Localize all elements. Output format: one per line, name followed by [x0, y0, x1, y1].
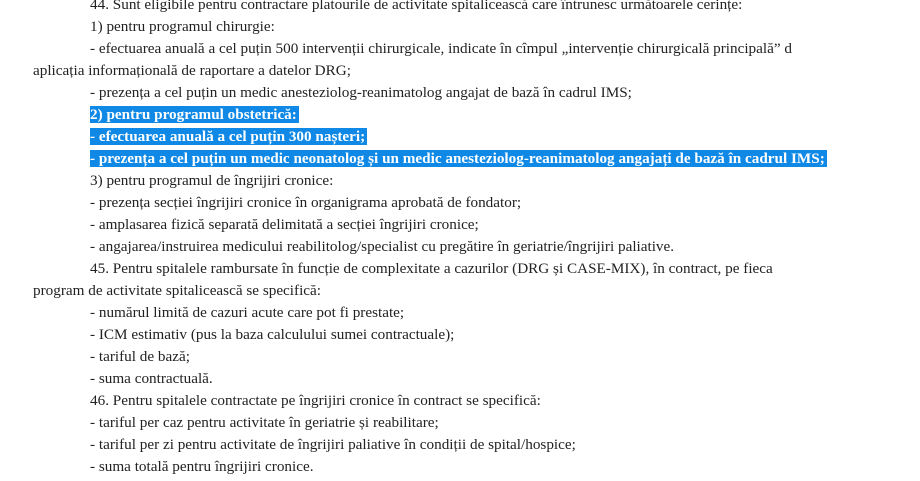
text-line: aplicația informațională de raportare a datelor DRG;: [33, 62, 351, 79]
text-line: program de activitate spitalicească se specifică:: [33, 282, 321, 299]
selected-program-obstetrica[interactable]: [0, 104, 920, 126]
text-line: - tariful per caz pentru activitate în geriatrie și reabilitare;: [90, 414, 439, 431]
list-item-program-chirurgie: [0, 16, 920, 38]
paragraph-44-heading: [0, 0, 920, 16]
text-line: - efectuarea anuală a cel puțin 500 intervenții chirurgicale, indicate în cîmpul „intervenție chirurgicală principală” d: [90, 40, 792, 57]
text-selection[interactable]: - prezența a cel puțin un medic neonatolog și un medic anesteziolog-reanimatolog angajați de bază în cadrul IMS;: [90, 150, 825, 167]
list-item-icm: [0, 324, 920, 346]
list-item-anesteziolog: [0, 82, 920, 104]
list-item-amplasare: [0, 214, 920, 236]
selected-neonatolog[interactable]: [0, 148, 920, 170]
paragraph-45-continuation: [0, 280, 920, 302]
text-line: - tariful de bază;: [90, 348, 190, 365]
text-line: - suma contractuală.: [90, 370, 213, 387]
text-line: 1) pentru programul chirurgie:: [90, 18, 275, 35]
list-item-cazuri: [0, 302, 920, 324]
list-item-ingrijiri-cronice: [0, 170, 920, 192]
text-line: - numărul limită de cazuri acute care pot fi prestate;: [90, 304, 405, 321]
list-item-angajare: [0, 236, 920, 258]
text-line: - suma totală pentru îngrijiri cronice.: [90, 458, 314, 475]
list-item-tarif-baza: [0, 346, 920, 368]
text-line: - amplasarea fizică separată delimitată a secției îngrijiri cronice;: [90, 216, 479, 233]
text-line: 46. Pentru spitalele contractate pe îngrijiri cronice în contract se specifică:: [90, 392, 541, 409]
list-item-interventii: [0, 38, 920, 60]
text-line: - tariful per zi pentru activitate de îngrijiri paliative în condiții de spital/hospice;: [90, 436, 576, 453]
list-item-suma-totala: [0, 456, 920, 478]
list-item-tarif-caz: [0, 412, 920, 434]
text-selection[interactable]: 2) pentru programul obstetrică:: [90, 106, 297, 123]
text-line: - ICM estimativ (pus la baza calculului sumei contractuale);: [90, 326, 455, 343]
text-line: - prezența a cel puțin un medic anesteziolog-reanimatolog angajat de bază în cadrul IMS;: [90, 84, 632, 101]
text-line: 45. Pentru spitalele rambursate în funcție de complexitate a cazurilor (DRG și CASE-MIX), în contract, pe fieca: [90, 260, 773, 277]
text-line: 44. Sunt eligibile pentru contractare platourile de activitate spitalicească care întrunesc următoarele cerințe:: [90, 0, 743, 13]
text-line: - angajarea/instruirea medicului reabilitolog/specialist cu pregătire în geriatrie/îngrijiri paliative.: [90, 238, 675, 255]
paragraph-46-heading: [0, 390, 920, 412]
selected-nasteri[interactable]: [0, 126, 920, 148]
list-item-sectie: [0, 192, 920, 214]
list-item-suma: [0, 368, 920, 390]
text-line: 3) pentru programul de îngrijiri cronice:: [90, 172, 334, 189]
list-item-tarif-zi: [0, 434, 920, 456]
list-item-interventii-continuation: [0, 60, 920, 82]
text-line: - prezența secției îngrijiri cronice în organigrama aprobată de fondator;: [90, 194, 522, 211]
text-selection[interactable]: - efectuarea anuală a cel puțin 300 nașteri;: [90, 128, 366, 145]
paragraph-45-heading: [0, 258, 920, 280]
